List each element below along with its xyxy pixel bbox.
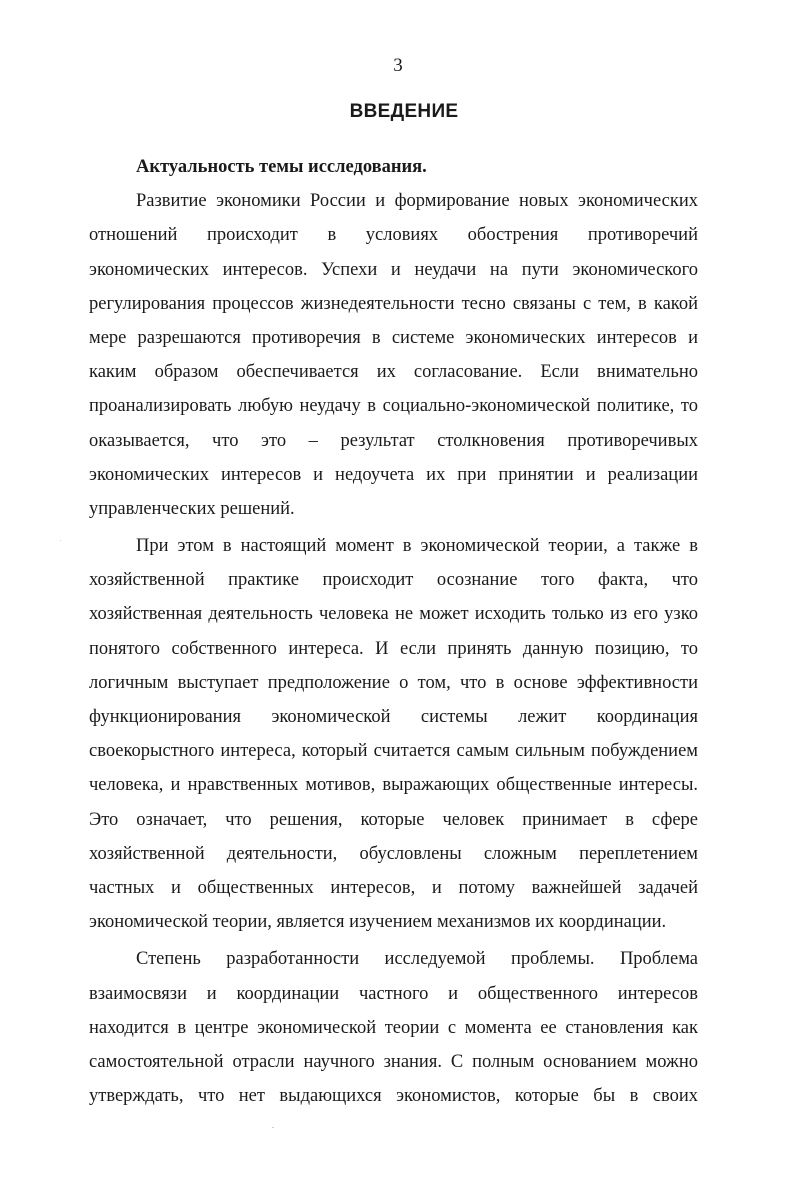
text-line: проанализировать любую неудачу в социально-экономической политике, то: [89, 396, 698, 417]
text-line: отношений происходит в условиях обострения противоречий: [89, 225, 698, 246]
text-line: управленческих решений.: [89, 498, 295, 519]
text-line: хозяйственная деятельность человека не может исходить только из его узко: [89, 604, 698, 625]
text-line: экономической теории, является изучением механизмов их координации.: [89, 912, 667, 933]
text-line: каким образом обеспечивается их согласование. Если внимательно: [89, 362, 698, 383]
page-number: 3: [393, 55, 403, 76]
text-line: регулирования процессов жизнедеятельности тесно связаны с тем, в какой: [89, 293, 698, 314]
text-line: находится в центре экономической теории с момента ее становления как: [89, 1017, 698, 1038]
text-line: Развитие экономики России и формирование новых экономических: [136, 191, 698, 212]
text-line: частных и общественных интересов, и потому важнейшей задачей: [89, 877, 698, 898]
text-line: экономических интересов и недоучета их при принятии и реализации: [89, 464, 698, 485]
text-line: экономических интересов. Успехи и неудачи на пути экономического: [89, 259, 698, 280]
text-line: функционирования экономической системы лежит координация: [89, 707, 698, 727]
text-line: мере разрешаются противоречия в системе экономических интересов и: [89, 327, 698, 348]
text-line: понятого собственного интереса. И если принять данную позицию, то: [89, 638, 698, 659]
text-line: своекорыстного интереса, который считается самым сильным побуждением: [89, 741, 698, 762]
text-line: При этом в настоящий момент в экономической теории, а также в: [136, 536, 698, 557]
text-line: утверждать, что нет выдающихся экономистов, которые бы в своих: [89, 1086, 698, 1107]
text-line: Степень разработанности исследуемой проблемы. Проблема: [136, 949, 698, 970]
scan-mark: [272, 1127, 274, 1128]
text-line: логичным выступает предположение о том, что в основе эффективности: [89, 672, 698, 693]
text-line: человека, и нравственных мотивов, выражающих общественные интересы.: [89, 775, 698, 796]
text-line: хозяйственной деятельности, обусловлены сложным переплетением: [89, 843, 698, 864]
text-line: самостоятельной отрасли научного знания. С полным основанием можно: [89, 1051, 698, 1072]
page-title: ВВЕДЕНИЕ: [349, 101, 459, 122]
text-line: Это означает, что решения, которые человек принимает в сфере: [89, 809, 698, 830]
text-line: взаимосвязи и координации частного и общественного интересов: [89, 983, 698, 1004]
scan-mark: [60, 540, 61, 541]
text-line: хозяйственной практике происходит осознание того факта, что: [89, 570, 698, 591]
body-text: [89, 150, 698, 1113]
section-title: Актуальность темы исследования.: [136, 157, 427, 177]
text-line: оказывается, что это – результат столкновения противоречивых: [89, 430, 698, 451]
